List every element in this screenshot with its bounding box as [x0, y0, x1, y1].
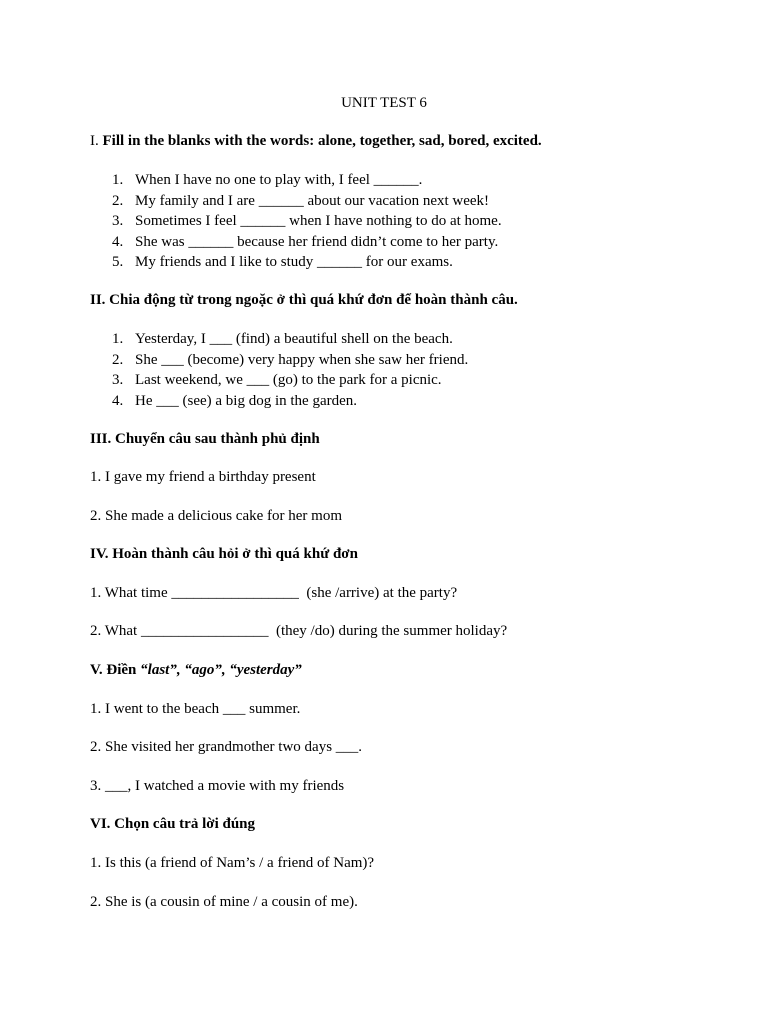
section-3-title: III. Chuyển câu sau thành phủ định: [90, 431, 320, 447]
list-item: 5. My friends and I like to study ______ for our exams.: [112, 254, 453, 270]
section-2-list: [90, 330, 468, 412]
section-4-item-2: 2. What _________________ (they /do) during the summer holiday?: [90, 623, 508, 639]
section-1-title: Fill in the blanks with the words: alone, together, sad, bored, excited.: [102, 133, 542, 149]
list-item: 2. My family and I are ______ about our vacation next week!: [112, 192, 490, 209]
section-5-prefix: V. Điền: [90, 662, 141, 678]
section-1-list: [90, 171, 502, 274]
section-4-title: IV. Hoàn thành câu hỏi ở thì quá khứ đơn: [90, 546, 358, 562]
section-2-title: II. Chia động từ trong ngoặc ở thì quá khứ đơn để hoàn thành câu.: [90, 292, 518, 308]
list-item: 4. She was ______ because her friend didn’t come to her party.: [112, 233, 499, 250]
list-item: 1. When I have no one to play with, I feel ______.: [112, 172, 423, 188]
section-2-heading: [90, 291, 518, 309]
section-5-item-3: 3. ___, I watched a movie with my friends: [90, 778, 345, 794]
section-4-heading: [90, 545, 358, 563]
list-item: 1. Yesterday, I ___ (find) a beautiful shell on the beach.: [112, 331, 453, 347]
list-item: 4. He ___ (see) a big dog in the garden.: [112, 392, 358, 409]
section-3-heading: [90, 430, 320, 448]
section-5-heading: [90, 661, 302, 679]
section-6-item-1: 1. Is this (a friend of Nam’s / a friend of Nam)?: [90, 855, 375, 871]
section-4-item-1: 1. What time _________________ (she /arrive) at the party?: [90, 585, 458, 601]
section-3-item-2: 2. She made a delicious cake for her mom: [90, 508, 342, 524]
section-5-item-2: 2. She visited her grandmother two days ___.: [90, 739, 363, 755]
section-6-heading: [90, 815, 255, 833]
section-5-words: “last”, “ago”, “yesterday”: [140, 662, 302, 678]
section-5-item-1: 1. I went to the beach ___ summer.: [90, 701, 301, 717]
section-3-item-1: 1. I gave my friend a birthday present: [90, 469, 316, 485]
list-item: 3. Last weekend, we ___ (go) to the park for a picnic.: [112, 372, 442, 388]
list-item: 2. She ___ (become) very happy when she saw her friend.: [112, 351, 469, 368]
section-6-title: VI. Chọn câu trả lời đúng: [90, 816, 256, 832]
list-item: 3. Sometimes I feel ______ when I have nothing to do at home.: [112, 213, 502, 229]
page-title: UNIT TEST 6: [341, 95, 427, 111]
section-1-heading: [90, 132, 542, 150]
section-6-item-2: 2. She is (a cousin of mine / a cousin of me).: [90, 894, 358, 910]
section-1-prefix: I.: [90, 133, 103, 149]
